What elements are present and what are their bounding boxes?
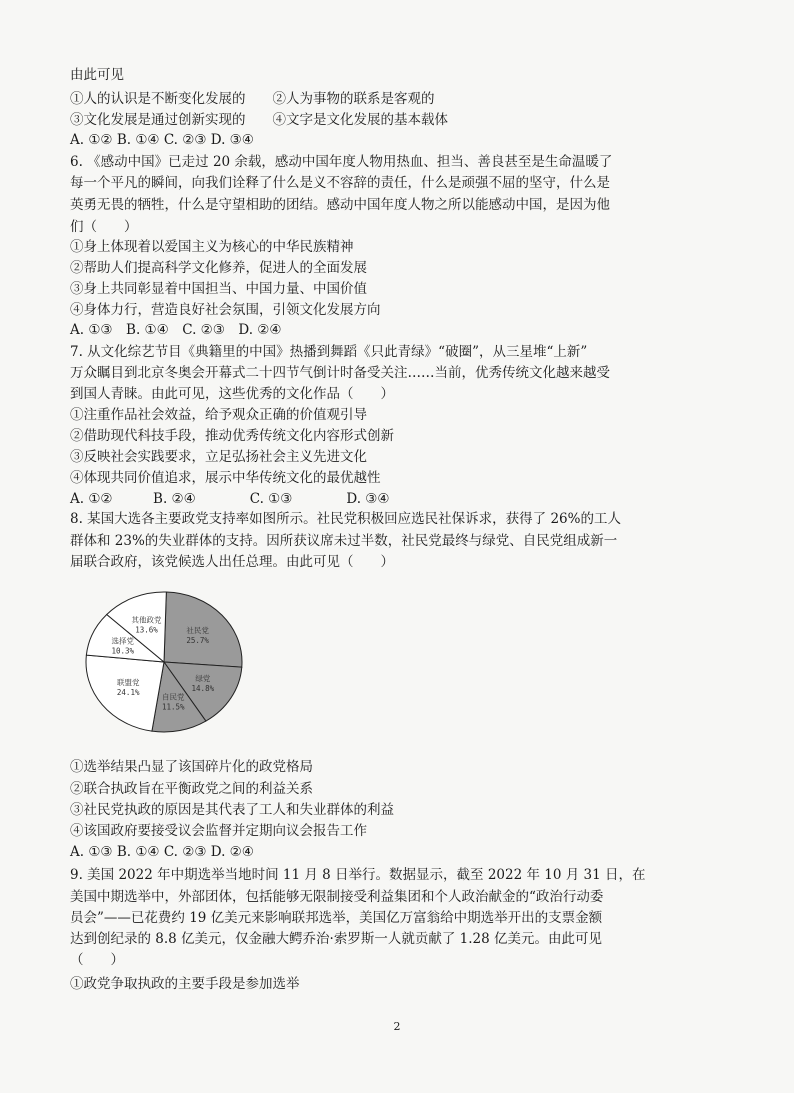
text-line: ②借助现代科技手段，推动优秀传统文化内容形式创新 [70, 428, 394, 444]
text-line: ①身上体现着以爱国主义为核心的中华民族精神 [70, 239, 354, 255]
pie-slice-label: 绿党 [195, 673, 211, 683]
text-line: 员会”——已花费约 19 亿美元来影响联邦选举，美国亿万富翁给中期选举开出的支票金额 [70, 910, 603, 926]
text-line: 9. 美国 2022 年中期选举当地时间 11 月 8 日举行。数据显示，截至 2022 年 10 月 31 日，在 [70, 867, 646, 883]
pie-slice-percent: 24.1% [116, 687, 140, 697]
pie-svg [72, 588, 252, 738]
pie-slice-label: 自民党 [161, 692, 185, 702]
pie-slice-percent: 25.7% [186, 635, 209, 645]
pie-slice-label: 社民党 [186, 625, 209, 635]
pie-slice-percent: 13.6% [135, 625, 158, 635]
text-line: ①人的认识是不断变化发展的 ②人为事物的联系是客观的 [70, 91, 435, 107]
text-line: ③身上共同彰显着中国担当、中国力量、中国价值 [70, 281, 367, 297]
text-line: ①政党争取执政的主要手段是参加选举 [70, 976, 300, 992]
text-line: A. ①② B. ②④ C. ①③ D. ③④ [70, 491, 390, 507]
pie-slice-percent: 10.3% [111, 646, 135, 656]
text-line: 达到创纪录的 8.8 亿美元，仅金融大鳄乔治·索罗斯一人就贡献了 1.28 亿美元。由此可见 [70, 931, 602, 947]
page-number: 2 [393, 1020, 401, 1033]
text-line: ①注重作品社会效益，给予观众正确的价值观引导 [70, 407, 367, 423]
text-line: A. ①② B. ①④ C. ②③ D. ③④ [70, 132, 254, 148]
pie-slice-label: 其他政党 [131, 615, 162, 625]
text-line: ④身体力行，营造良好社会氛围，引领文化发展方向 [70, 302, 381, 318]
pie-slice-percent: 11.5% [161, 702, 185, 712]
pie-slice-label: 选择党 [111, 636, 134, 646]
text-line: ④体现共同价值追求，展示中华传统文化的最优越性 [70, 470, 381, 486]
party-support-pie-chart [72, 588, 252, 738]
text-line: ④该国政府要接受议会监督并定期向议会报告工作 [70, 823, 367, 839]
text-line: 美国中期选举中，外部团体，包括能够无限制接受利益集团和个人政治献金的“政治行动委 [70, 889, 604, 905]
text-line: A. ①③ B. ①④ C. ②③ D. ②④ [70, 322, 282, 338]
text-line: 8. 某国大选各主要政党支持率如图所示。社民党积极回应选民社保诉求，获得了 26%的工人 [70, 511, 621, 527]
text-line: 万众瞩目到北京冬奥会开幕式二十四节气倒计时备受关注……当前，优秀传统文化越来越受 [70, 365, 610, 381]
text-line: ②联合执政旨在平衡政党之间的利益关系 [70, 781, 313, 797]
text-line: 届联合政府，该党候选人出任总理。由此可见（ ） [70, 554, 394, 570]
pie-slice-percent: 14.8% [191, 683, 215, 693]
text-line: 7. 从文化综艺节目《典籍里的中国》热播到舞蹈《只此青绿》“破圈”，从三星堆“上新” [70, 344, 588, 360]
text-line: A. ①③ B. ①④ C. ②③ D. ②④ [70, 844, 254, 860]
text-line: （ ） [70, 952, 124, 968]
pie-slice-label: 联盟党 [116, 677, 140, 687]
text-line: 每一个平凡的瞬间，向我们诠释了什么是义不容辞的责任，什么是顽强不屈的坚守，什么是 [70, 175, 610, 191]
text-line: ②帮助人们提高科学文化修养，促进人的全面发展 [70, 260, 367, 276]
text-line: 由此可见 [70, 67, 124, 83]
text-line: ③文化发展是通过创新实现的 ④文字是文化发展的基本载体 [70, 112, 448, 128]
text-line: 到国人青睐。由此可见，这些优秀的文化作品（ ） [70, 386, 394, 402]
bleed-through-text [586, 600, 786, 900]
text-line: 们（ ） [70, 219, 138, 235]
text-line: ③社民党执政的原因是其代表了工人和失业群体的利益 [70, 802, 394, 818]
text-line: ③反映社会实践要求，立足弘扬社会主义先进文化 [70, 449, 367, 465]
text-line: 群体和 23%的失业群体的支持。因所获议席未过半数，社民党最终与绿党、自民党组成新一 [70, 533, 618, 549]
text-line: 6. 《感动中国》已走过 20 余载，感动中国年度人物用热血、担当、善良甚至是生命温暖了 [70, 154, 613, 170]
text-line: 英勇无畏的牺牲，什么是守望相助的团结。感动中国年度人物之所以能感动中国，是因为他 [70, 197, 610, 213]
text-line: ①选举结果凸显了该国碎片化的政党格局 [70, 759, 313, 775]
bleed-through-text [586, 92, 786, 392]
